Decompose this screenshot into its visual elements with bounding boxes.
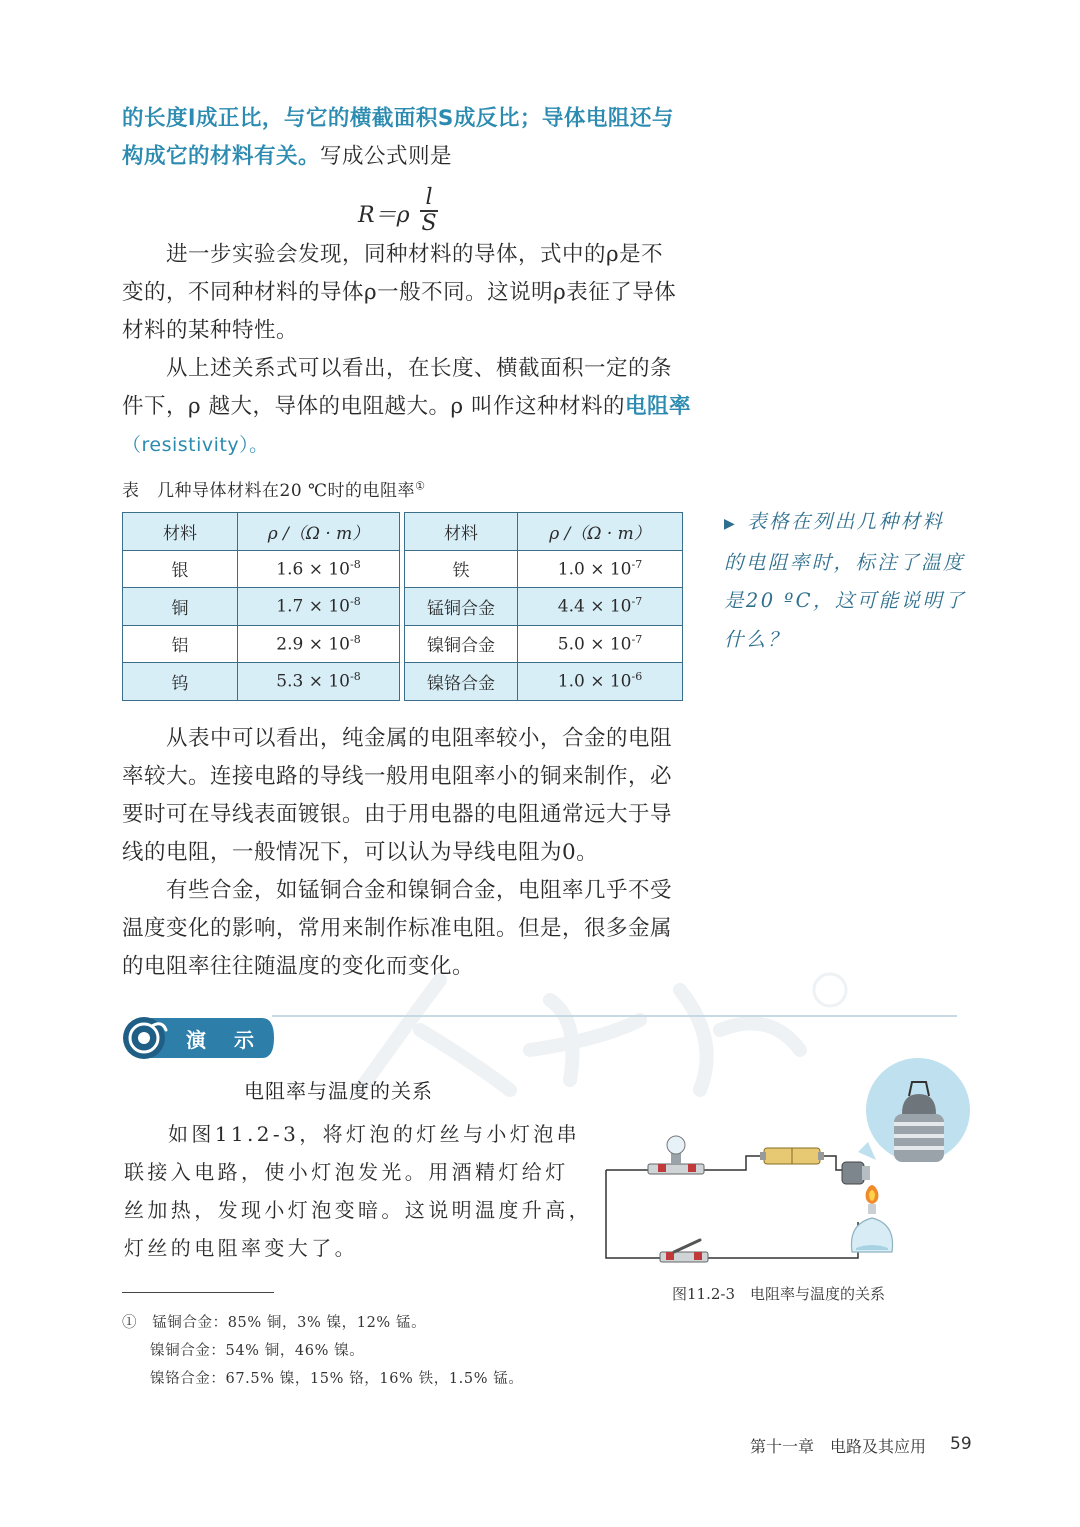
table-cell: $4.4 \times 10^{-7}$ (518, 588, 683, 626)
resistivity-table-left (122, 512, 400, 701)
footnote: ① 锰铜合金：85% 铜，3% 镍，12% 锰。 (122, 1315, 427, 1331)
plain-text: 写成公式则是 (320, 144, 453, 169)
paragraph-line (122, 388, 691, 426)
demo-line: 联接入电路，使小灯泡发光。用酒精灯给灯 (124, 1160, 569, 1184)
paragraph-line: 材料的某种特性。 (122, 318, 299, 343)
switch-icon (660, 1240, 708, 1262)
resistivity-table-right (404, 512, 683, 701)
paragraph-line (122, 138, 684, 176)
paragraph-line: 从上述关系式可以看出，在长度、横截面积一定的条 (166, 356, 673, 381)
table-row (405, 550, 683, 588)
paragraph-line: 有些合金，如锰铜合金和镍铜合金，电阻率几乎不受 (166, 878, 673, 903)
table-cell: 镍铬合金 (405, 663, 518, 701)
table-row (123, 550, 400, 588)
table-row (123, 663, 400, 701)
table-caption-text: 表 几种导体材料在20 ℃时的电阻率 (122, 481, 416, 501)
side-note-line: 什么？ (724, 627, 790, 651)
table-row (123, 625, 400, 663)
table-cell: 镍铜合金 (405, 625, 518, 663)
footnote-divider (122, 1292, 274, 1293)
table-cell: $1.0 \times 10^{-6}$ (518, 663, 683, 701)
side-note-line: 是20 ºC，这可能说明了 (724, 589, 967, 612)
figure-caption: 图11.2-3 电阻率与温度的关系 (672, 1285, 886, 1303)
plain-text: 件下，ρ 越大，导体的电阻越大。ρ 叫作这种材料的 (122, 394, 625, 419)
paragraph-line: 线的电阻，一般情况下，可以认为导线电阻为0。 (122, 840, 599, 865)
table-cell: 银 (123, 550, 238, 588)
resistance-formula (358, 186, 468, 236)
formula-fraction (418, 186, 440, 236)
paragraph-line: 变的，不同种材料的导体ρ一般不同。这说明ρ表征了导体 (122, 280, 677, 305)
circuit-figure (596, 1052, 980, 1286)
demo-line: 灯丝的电阻率变大了。 (124, 1236, 358, 1260)
page-number: 59 (950, 1434, 972, 1454)
battery-icon (760, 1148, 824, 1164)
footnote-marker: ① (415, 479, 426, 493)
table-caption (122, 476, 425, 501)
table-header: ρ /（Ω · m） (518, 513, 683, 551)
table-row (405, 625, 683, 663)
table-row (123, 588, 400, 626)
paragraph-line: 进一步实验会发现，同种材料的导体，式中的ρ是不 (166, 242, 664, 267)
table-row (405, 588, 683, 626)
side-note-line: 的电阻率时，标注了温度 (724, 550, 965, 574)
heated-bulb-icon (842, 1162, 870, 1184)
table-cell: $2.9 \times 10^{-8}$ (238, 625, 400, 663)
formula-denominator: S (421, 210, 437, 236)
footer-chapter: 第十一章 电路及其应用 (750, 1437, 927, 1456)
paragraph-line: 要时可在导线表面镀银。由于用电器的电阻通常远大于导 (122, 802, 673, 827)
alcohol-lamp-icon (851, 1185, 892, 1252)
paragraph-line: （resistivity）。 (122, 434, 269, 456)
highlight-text: 构成它的材料有关。 (122, 144, 321, 169)
paragraph-line: 温度变化的影响，常用来制作标准电阻。但是，很多金属 (122, 916, 673, 941)
table-row (405, 663, 683, 701)
table-cell: 铜 (123, 588, 238, 626)
table-cell: 锰铜合金 (405, 588, 518, 626)
table-header: 材料 (405, 513, 518, 551)
table-cell: 铁 (405, 550, 518, 588)
triangle-marker-icon: ▶ (724, 516, 738, 532)
formula-lhs: R＝ρ (358, 203, 410, 228)
paragraph-line: 的长度l成正比，与它的横截面积S成反比；导体电阻还与 (122, 106, 674, 131)
side-note-line: ▶ 表格在列出几种材料 (724, 510, 945, 533)
demo-title: 电阻率与温度的关系 (244, 1079, 433, 1103)
term-resistivity: 电阻率 (624, 394, 691, 419)
table-cell: $5.0 \times 10^{-7}$ (518, 625, 683, 663)
paragraph-line: 率较大。连接电路的导线一般用电阻率小的铜来制作，必 (122, 764, 673, 789)
formula-numerator: l (425, 185, 433, 210)
paragraph-line: 从表中可以看出，纯金属的电阻率较小，合金的电阻 (166, 726, 673, 751)
footnote: 镍铜合金：54% 铜，46% 镍。 (150, 1343, 365, 1359)
table-header: 材料 (123, 513, 238, 551)
section-divider (272, 1015, 957, 1017)
demo-line: 丝加热，发现小灯泡变暗。这说明温度升高， (124, 1198, 592, 1222)
table-header: ρ /（Ω · m） (238, 513, 400, 551)
side-note (724, 503, 984, 659)
table-cell: 铝 (123, 625, 238, 663)
table-cell: $5.3 \times 10^{-8}$ (238, 663, 400, 701)
paragraph-line: 的电阻率往往随温度的变化而变化。 (122, 954, 475, 979)
table-cell: $1.7 \times 10^{-8}$ (238, 588, 400, 626)
demo-badge-label: 演 示 (186, 1028, 258, 1052)
demo-line: 如图11.2-3，将灯泡的灯丝与小灯泡串 (168, 1122, 581, 1146)
footnote: 镍铬合金：67.5% 镍，15% 铬，16% 铁，1.5% 锰。 (150, 1371, 524, 1387)
table-cell: $1.6 \times 10^{-8}$ (238, 550, 400, 588)
small-lamp-icon (648, 1136, 704, 1174)
table-cell: 钨 (123, 663, 238, 701)
table-cell: $1.0 \times 10^{-7}$ (518, 550, 683, 588)
